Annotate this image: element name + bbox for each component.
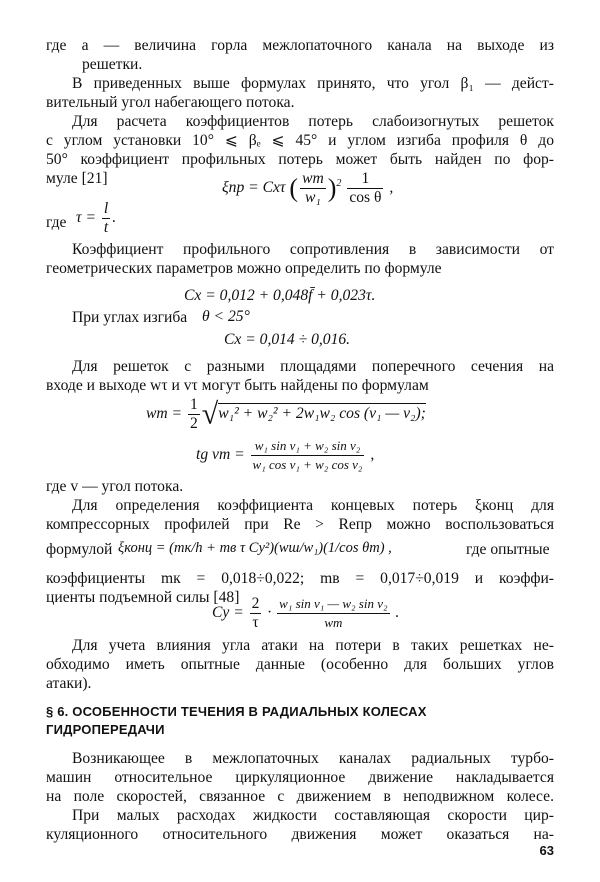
formula-wm: wm = $\frac{1}{2}$ √w₁² + w₂² + 2w₁w₂ cos (v₁ — v₂);: [146, 396, 426, 432]
page-number: 63: [539, 843, 554, 858]
text-line: геометрических параметров можно определить по формуле: [46, 260, 442, 277]
text-line: обходимо иметь опытные данные (особенно для больших углов: [46, 656, 554, 673]
text-line: с углом установки 10° ⩽ βₑ ⩽ 45° и углом изгиба профиля θ до: [46, 132, 554, 149]
formula-text: w₁ cos v₁ + w₂ cos v₂: [252, 457, 363, 472]
text-line: вительный угол набегающего потока.: [46, 94, 295, 111]
formula-tau: τ = $\frac{l}{t}$ .: [76, 200, 117, 236]
formula-text: 1: [190, 396, 198, 413]
formula-text: cos θ: [349, 189, 382, 206]
text-line: формулой: [46, 541, 113, 558]
formula-text: w₁ sin v₁ + w₂ sin v₂: [251, 437, 365, 456]
formula-text: t: [103, 219, 109, 236]
formula-end-loss: ξконц = (mк/h + mв τ Cy²)(wш/w₁)(1/cos θm) ,: [118, 540, 392, 556]
text-line: на поле скоростей, связанное с движением в неподвижном колесе.: [46, 788, 554, 805]
text-line: В приведенных выше формулах принято, что угол β₁ — дейст-: [72, 75, 554, 92]
text-line: входе и выходе wτ и vτ могут быть найдены по формулам: [46, 377, 429, 394]
formula-text: 2: [251, 595, 260, 612]
text-line: Для решеток с разными площадями поперечного сечения на: [72, 358, 554, 375]
formula-text: w₁: [305, 189, 321, 206]
formula-text: wm =: [146, 405, 183, 423]
formula-text: tg vm =: [196, 446, 245, 464]
section-heading: § 6. ОСОБЕННОСТИ ТЕЧЕНИЯ В РАДИАЛЬНЫХ КОЛЕСАХ: [46, 704, 427, 719]
text-line: коэффициенты mк = 0,018÷0,022; mв = 0,017÷0,019 и коэффи-: [46, 570, 554, 587]
formula-text: w₁ sin v₁ — w₂ sin v₂: [277, 595, 389, 614]
text-line: компрессорных профилей при Re > Reпр можно воспользоваться: [46, 516, 554, 533]
formula-text: 2: [336, 177, 342, 189]
text-line: где опытные: [466, 541, 550, 558]
formula-text: wm: [324, 615, 343, 630]
text-line: машин относительное циркуляционное движение накладывается: [46, 769, 554, 786]
formula-text: 1: [347, 170, 383, 189]
formula-profile-loss: ξпр = Cxτ ( $\frac{wm}{\text{w₁}}$ )$^2$ $\frac{1}{\text{cos θ}}$ ,: [222, 170, 394, 206]
formula-text: ξпр = Cxτ: [222, 179, 286, 197]
text-line: Для определения коэффициента концевых потерь ξконц для: [72, 497, 554, 514]
text-line: 50° коэффициент профильных потерь может быть найден по фор-: [46, 151, 554, 168]
formula-text: τ: [252, 614, 259, 631]
text-line: Для учета влияния угла атаки на потери в таких решетках не-: [72, 637, 554, 654]
text-line: циенты подъемной силы [48]: [46, 589, 240, 606]
formula-text: Cy =: [212, 604, 244, 622]
formula-cy: Cy = $\frac{2}{\tau}$ · $\frac{\text{w₁ sin v₁ — w₂ sin v₂}}{wm}$ .: [212, 595, 400, 631]
formula-text: w₁² + w₂² + 2w₁w₂ cos (v₁ — v₂);: [218, 405, 426, 423]
formula-text: τ =: [76, 209, 97, 227]
formula-text: wm: [302, 170, 324, 187]
text-line: где v — угол потока.: [46, 478, 184, 495]
text-line: решетки.: [82, 56, 143, 73]
text-line: Для расчета коэффициентов потерь слабоизогнутых решеток: [72, 113, 554, 130]
formula-tg: tg vm = $\frac{\text{w₁ sin v₁ + w₂ sin v₂}}{\text{w₁ cos v₁ + w₂ cos v₂}}$ ,: [196, 438, 375, 472]
text-line: муле [21]: [46, 170, 108, 187]
text-line: Возникающее в межлопаточных каналах радиальных турбо-: [72, 750, 554, 767]
text-line: где a — величина горла межлопаточного канала на выходе из: [46, 37, 554, 54]
text-line: где: [46, 214, 67, 231]
text-line: куляционного относительного движения может оказаться на-: [46, 826, 554, 843]
text-line: Коэффициент профильного сопротивления в зависимости от: [72, 241, 554, 258]
formula-cx: Cx = 0,012 + 0,048f̄ + 0,023τ.: [184, 287, 376, 304]
text-line: При углах изгиба: [72, 309, 188, 326]
section-heading: ГИДРОПЕРЕДАЧИ: [46, 722, 165, 737]
formula-cx-range: Cx = 0,014 ÷ 0,016.: [224, 331, 351, 348]
formula-angle: θ < 25°: [202, 308, 250, 325]
formula-text: 2: [190, 415, 198, 432]
text-line: При малых расходах жидкости составляющая скорости цир-: [72, 807, 554, 824]
text-line: атаки).: [46, 675, 92, 692]
formula-text: l: [103, 200, 109, 217]
